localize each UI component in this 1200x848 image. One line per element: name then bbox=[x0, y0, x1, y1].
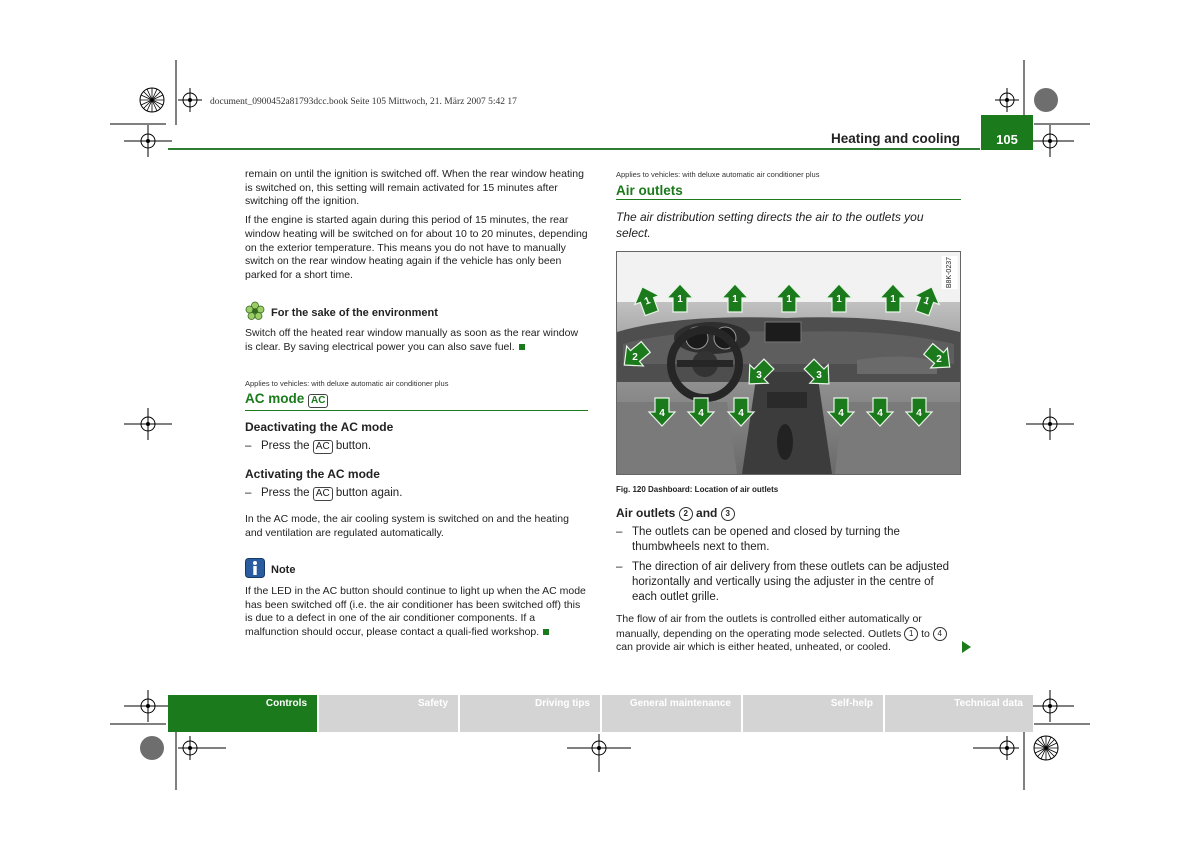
image-code-label: B8K-0237 bbox=[942, 256, 958, 289]
ac-key-symbol: AC bbox=[308, 394, 328, 408]
right-column bbox=[616, 168, 961, 660]
svg-text:1: 1 bbox=[786, 294, 792, 306]
outlet-number-badge: 3 bbox=[721, 507, 735, 521]
svg-text:2: 2 bbox=[632, 352, 638, 364]
intro-paragraph-2: If the engine is started again during this period of 15 minutes, the rear window heating will be switched on for about 10 to 20 minutes, depending on the exterior temperature. This means you do not have to manually switch on the rear window heating again if the vehicle has only been parked for a short time. bbox=[245, 214, 588, 281]
info-icon bbox=[245, 558, 265, 583]
outlet-number-badge: 4 bbox=[933, 627, 947, 641]
outlet-number-badge: 2 bbox=[679, 507, 693, 521]
air-outlets-lead: The air distribution setting directs the air to the outlets you select. bbox=[616, 210, 924, 241]
end-marker bbox=[519, 344, 525, 350]
outlets-step-1: – The outlets can be opened and closed by turning the thumbwheels next to them. bbox=[616, 526, 900, 554]
figure-caption: Fig. 120 Dashboard: Location of air outlets bbox=[616, 485, 779, 495]
applies-to-ac: Applies to vehicles: with deluxe automatic air conditioner plus bbox=[245, 378, 449, 388]
left-column bbox=[245, 168, 588, 645]
svg-text:4: 4 bbox=[877, 408, 883, 420]
tab-general-maintenance[interactable]: General maintenance bbox=[602, 695, 741, 732]
airflow-paragraph: The flow of air from the outlets is controlled either automatically or manually, depending on the operating mode selected. Outlets 1 to 4 can provide air which is either heated, unheated, or cooled. bbox=[616, 613, 961, 655]
environment-box bbox=[245, 301, 588, 355]
tab-controls[interactable]: Controls bbox=[168, 695, 317, 732]
svg-text:1: 1 bbox=[921, 295, 931, 308]
environment-text: Switch off the heated rear window manually as soon as the rear window is clear. By saving electrical power you can also save fuel. bbox=[245, 327, 579, 354]
note-text: If the LED in the AC button should continue to light up when the AC mode has been switched off (i.e. the air conditioner has been switched off) this is due to a defect in one of the air conditioner components. If a malfunction should occur, please contact a quali-fied workshop. bbox=[245, 584, 586, 639]
next-page-arrow-icon[interactable] bbox=[962, 641, 971, 653]
deactivating-step: – Press the AC button. bbox=[245, 440, 372, 453]
dashboard-figure bbox=[616, 251, 961, 475]
tab-safety[interactable]: Safety bbox=[319, 695, 458, 732]
outlets-2-3-heading: Air outlets 2 and 3 bbox=[616, 507, 961, 521]
activating-step: – Press the AC button again. bbox=[245, 486, 403, 499]
ac-key-symbol: AC bbox=[313, 440, 333, 454]
svg-text:3: 3 bbox=[816, 370, 822, 382]
ac-mode-heading: AC mode AC bbox=[245, 392, 588, 411]
svg-text:1: 1 bbox=[732, 294, 738, 306]
environment-title: For the sake of the environment bbox=[271, 306, 438, 319]
tab-driving-tips[interactable]: Driving tips bbox=[460, 695, 600, 732]
tab-self-help[interactable]: Self-help bbox=[743, 695, 883, 732]
page-header-title: Heating and cooling bbox=[830, 131, 960, 146]
svg-text:2: 2 bbox=[936, 354, 942, 366]
print-info-line: document_0900452a81793dcc.book Seite 105 Mittwoch, 21. März 2007 5:42 17 bbox=[210, 97, 517, 107]
note-box bbox=[245, 558, 588, 640]
page-number: 105 bbox=[981, 115, 1033, 150]
intro-paragraph-1: remain on until the ignition is switched off. When the rear window heating is switched on, this setting will remain activated for 15 minutes after switching off the ignition. bbox=[245, 168, 584, 208]
svg-text:4: 4 bbox=[738, 408, 744, 420]
header-rule bbox=[168, 148, 980, 150]
deactivating-heading: Deactivating the AC mode bbox=[245, 420, 394, 435]
air-outlets-heading: Air outlets bbox=[616, 184, 961, 201]
svg-text:4: 4 bbox=[659, 408, 665, 420]
ac-key-symbol: AC bbox=[313, 487, 333, 501]
applies-to-outlets: Applies to vehicles: with deluxe automatic air conditioner plus bbox=[616, 170, 820, 179]
note-title: Note bbox=[271, 564, 296, 577]
flower-icon bbox=[245, 301, 265, 326]
svg-text:1: 1 bbox=[643, 295, 653, 308]
svg-text:1: 1 bbox=[836, 294, 842, 306]
svg-text:1: 1 bbox=[677, 294, 683, 306]
tab-technical-data[interactable]: Technical data bbox=[885, 695, 1033, 732]
activating-heading: Activating the AC mode bbox=[245, 467, 380, 482]
outlets-step-2: – The direction of air delivery from these outlets can be adjusted horizontally and vertically using the adjuster in the centre of each outlet grille. bbox=[616, 561, 950, 604]
ac-mode-description: In the AC mode, the air cooling system is switched on and the heating and ventilation are regulated automatically. bbox=[245, 512, 569, 539]
svg-text:4: 4 bbox=[838, 408, 844, 420]
end-marker bbox=[543, 629, 549, 635]
svg-text:1: 1 bbox=[890, 294, 896, 306]
svg-text:4: 4 bbox=[916, 408, 922, 420]
svg-text:3: 3 bbox=[756, 370, 762, 382]
svg-text:4: 4 bbox=[698, 408, 704, 420]
outlet-number-badge: 1 bbox=[904, 627, 918, 641]
